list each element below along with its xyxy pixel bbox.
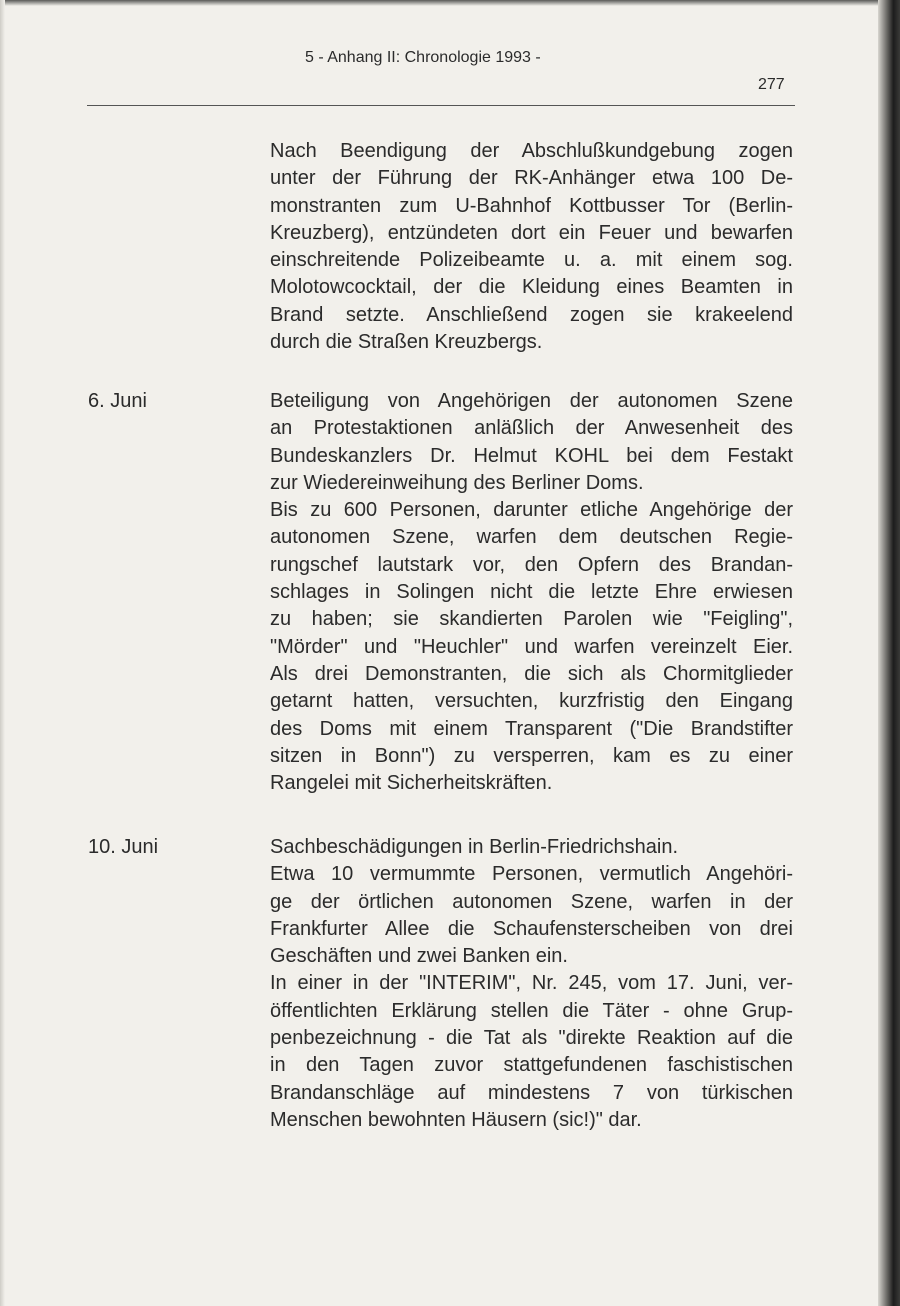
text-line: autonomen Szene, warfen dem deutschen Regie- — [270, 526, 793, 549]
text-line: einschreitende Polizeibeamte u. a. mit einem sog. — [270, 249, 793, 272]
text-line: Frankfurter Allee die Schaufensterscheiben von drei — [270, 917, 793, 940]
scan-edge-top — [0, 0, 900, 6]
entry-date: 10. Juni — [88, 836, 159, 858]
book-spine-edge — [878, 0, 900, 1306]
text-line: penbezeichnung - die Tat als "direkte Reaktion auf die — [270, 1027, 793, 1050]
text-line: des Doms mit einem Transparent ("Die Brandstifter — [270, 717, 793, 740]
text-line: monstranten zum U-Bahnhof Kottbusser Tor (Berlin- — [270, 194, 793, 217]
text-line: Brandanschläge auf mindestens 7 von türkischen — [270, 1081, 793, 1104]
text-line: Nach Beendigung der Abschlußkundgebung zogen — [270, 140, 793, 162]
text-line: Etwa 10 vermummte Personen, vermutlich Angehöri- — [270, 863, 793, 886]
text-line: Molotowcocktail, der die Kleidung eines Beamten in — [270, 276, 793, 299]
text-line: sitzen in Bonn") zu versperren, kam es zu einer — [270, 744, 793, 767]
text-line: Brand setzte. Anschließend zogen sie krakeelend — [270, 303, 793, 326]
text-line: Kreuzberg), entzündeten dort ein Feuer und bewarfen — [270, 221, 793, 244]
text-line: Als drei Demonstranten, die sich als Chormitglieder — [270, 662, 793, 685]
running-title: 5 - Anhang II: Chronologie 1993 - — [305, 49, 541, 66]
page-number: 277 — [758, 76, 785, 93]
text-line: rungschef lautstark vor, den Opfern des Brandan- — [270, 553, 793, 576]
text-line: Menschen bewohnten Häusern (sic!)" dar. — [270, 1108, 642, 1131]
text-line: an Protestaktionen anläßlich der Anwesenheit des — [270, 417, 793, 440]
text-line: Geschäften und zwei Banken ein. — [270, 945, 568, 968]
text-line: zur Wiedereinweihung des Berliner Doms. — [270, 471, 644, 494]
text-line: "Mörder" und "Heuchler" und warfen vereinzelt Eier. — [270, 635, 793, 658]
text-line: Bis zu 600 Personen, darunter etliche Angehörige der — [270, 499, 793, 522]
text-line: unter der Führung der RK-Anhänger etwa 100 De- — [270, 167, 793, 190]
entry-date: 6. Juni — [88, 390, 147, 412]
text-line: Beteiligung von Angehörigen der autonomen Szene — [270, 390, 793, 412]
text-line: öffentlichten Erklärung stellen die Täter - ohne Grup- — [270, 999, 793, 1022]
header-rule — [87, 105, 795, 106]
text-line: Sachbeschädigungen in Berlin-Friedrichshain. — [270, 836, 679, 858]
entry-text — [270, 388, 793, 797]
scan-edge-left — [0, 0, 5, 1306]
text-line: in den Tagen zuvor stattgefundenen faschistischen — [270, 1054, 793, 1077]
text-line: schlages in Solingen nicht die letzte Ehre erwiesen — [270, 581, 793, 604]
text-line: getarnt hatten, versuchten, kurzfristig den Eingang — [270, 690, 793, 713]
text-line: ge der örtlichen autonomen Szene, warfen in der — [270, 890, 793, 913]
text-line: Rangelei mit Sicherheitskräften. — [270, 772, 553, 795]
text-line: In einer in der "INTERIM", Nr. 245, vom 17. Juni, ver- — [270, 972, 793, 995]
text-line: Bundeskanzlers Dr. Helmut KOHL bei dem Festakt — [270, 444, 793, 467]
entry-text — [270, 138, 793, 356]
entry-text — [270, 834, 793, 1134]
text-line: durch die Straßen Kreuzbergs. — [270, 331, 543, 354]
text-line: zu haben; sie skandierten Parolen wie "Feigling", — [270, 608, 793, 631]
